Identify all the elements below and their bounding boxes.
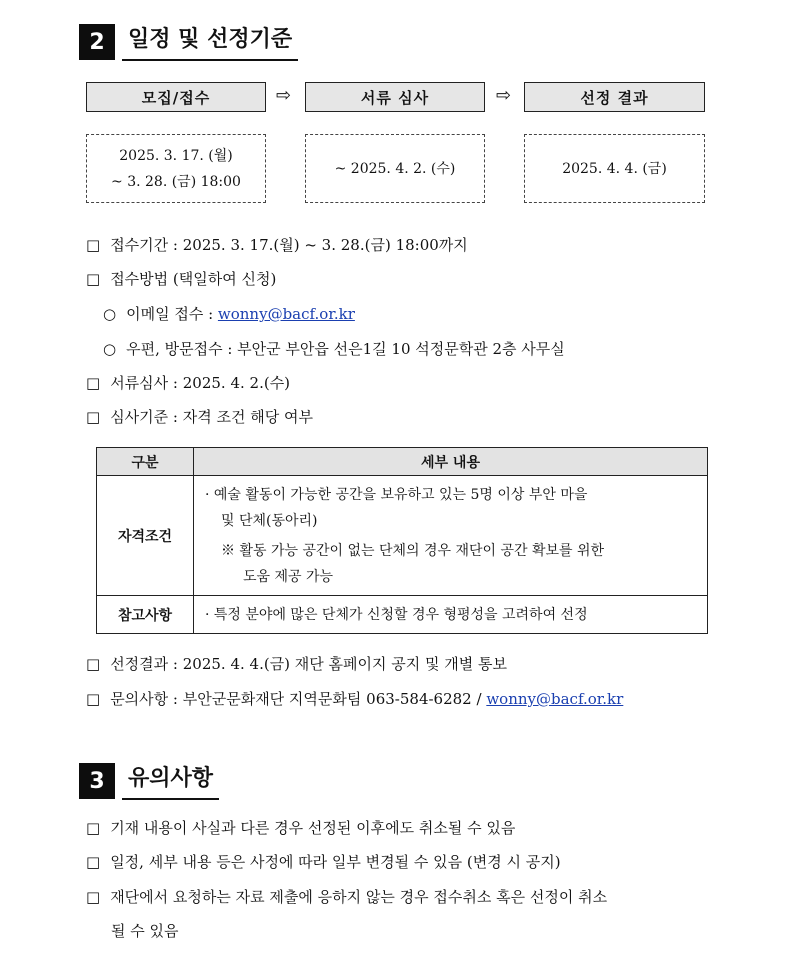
list-item-continuation [111, 920, 179, 942]
cell-note: ※ 활동 가능 공간이 없는 단체의 경우 재단이 공간 확보를 위한 [221, 542, 605, 559]
cell-line: · 특정 분야에 많은 단체가 신청할 경우 형평성을 고려하여 선정 [205, 606, 588, 623]
table-header: 구분 [97, 448, 194, 476]
item-text: 재단에서 요청하는 자료 제출에 응하지 않는 경우 접수취소 혹은 선정이 취소 [110, 888, 608, 906]
item-text: 심사기준 : 자격 조건 해당 여부 [110, 408, 313, 426]
email-link[interactable]: wonny@bacf.or.kr [217, 305, 355, 323]
checkbox-square-icon: □ [86, 655, 101, 673]
checkbox-square-icon: □ [86, 236, 101, 254]
item-text: 접수기간 : 2025. 3. 17.(월) ~ 3. 28.(금) 18:00까지 [110, 236, 468, 254]
date-box-result [524, 134, 705, 203]
item-text: 일정, 세부 내용 등은 사정에 따라 일부 변경될 수 있음 (변경 시 공지) [110, 853, 561, 871]
table-cell [194, 596, 708, 634]
circle-bullet-icon: ○ [103, 305, 117, 323]
list-item-result [86, 653, 507, 675]
email-link[interactable]: wonny@bacf.or.kr [486, 690, 624, 708]
checkbox-square-icon: □ [86, 374, 101, 392]
section-number-badge: 2 [79, 24, 115, 60]
item-text: 기재 내용이 사실과 다른 경우 선정된 이후에도 취소될 수 있음 [110, 819, 516, 837]
list-item-method [86, 268, 276, 290]
checkbox-square-icon: □ [86, 270, 101, 288]
item-text: 우편, 방문접수 : 부안군 부안읍 선은1길 10 석정문학관 2층 사무실 [126, 340, 565, 358]
item-text: 될 수 있음 [111, 922, 179, 940]
list-item-criteria [86, 406, 313, 428]
date-box-recruitment [86, 134, 266, 203]
item-text: 접수방법 (택일하여 신청) [110, 270, 277, 288]
cell-line: · 예술 활동이 가능한 공간을 보유하고 있는 5명 이상 부안 마을 [205, 486, 588, 503]
arrow-right-icon: ⇨ [496, 85, 512, 106]
section-number-badge: 3 [79, 763, 115, 799]
item-text: 선정결과 : 2025. 4. 4.(금) 재단 홈페이지 공지 및 개별 통보 [110, 655, 508, 673]
checkbox-square-icon: □ [86, 853, 101, 871]
date-line: 2025. 4. 4. (금) [562, 160, 667, 177]
item-text: 문의사항 : 부안군문화재단 지역문화팀 063-584-6282 / [110, 690, 487, 708]
list-item-review [86, 372, 290, 394]
table-header: 세부 내용 [194, 448, 708, 476]
date-line: ~ 2025. 4. 2. (수) [334, 160, 456, 177]
criteria-table [96, 447, 708, 634]
step-recruitment: 모집/접수 [86, 82, 266, 112]
list-item-period [86, 234, 468, 256]
list-item-contact [86, 688, 623, 710]
item-text: 서류심사 : 2025. 4. 2.(수) [110, 374, 291, 392]
list-item-visit [103, 338, 565, 360]
date-line: 2025. 3. 17. (월) [119, 147, 233, 164]
checkbox-square-icon: □ [86, 408, 101, 426]
list-item-notice [86, 851, 561, 873]
circle-bullet-icon: ○ [103, 340, 117, 358]
table-cell [194, 476, 708, 596]
list-item-email [103, 303, 355, 325]
step-selection-result: 선정 결과 [524, 82, 705, 112]
checkbox-square-icon: □ [86, 819, 101, 837]
list-item-notice [86, 886, 607, 908]
section-title: 일정 및 선정기준 [122, 24, 298, 61]
date-box-review [305, 134, 485, 203]
date-line: ~ 3. 28. (금) 18:00 [111, 173, 241, 190]
list-item-notice [86, 817, 515, 839]
cell-note: 도움 제공 가능 [243, 568, 334, 585]
table-row-label: 자격조건 [97, 476, 194, 596]
checkbox-square-icon: □ [86, 888, 101, 906]
step-document-review: 서류 심사 [305, 82, 485, 112]
table-row-label: 참고사항 [97, 596, 194, 634]
checkbox-square-icon: □ [86, 690, 101, 708]
item-text: 이메일 접수 : [126, 305, 218, 323]
cell-line: 및 단체(동아리) [221, 512, 318, 529]
section-title: 유의사항 [122, 763, 219, 800]
arrow-right-icon: ⇨ [276, 85, 292, 106]
